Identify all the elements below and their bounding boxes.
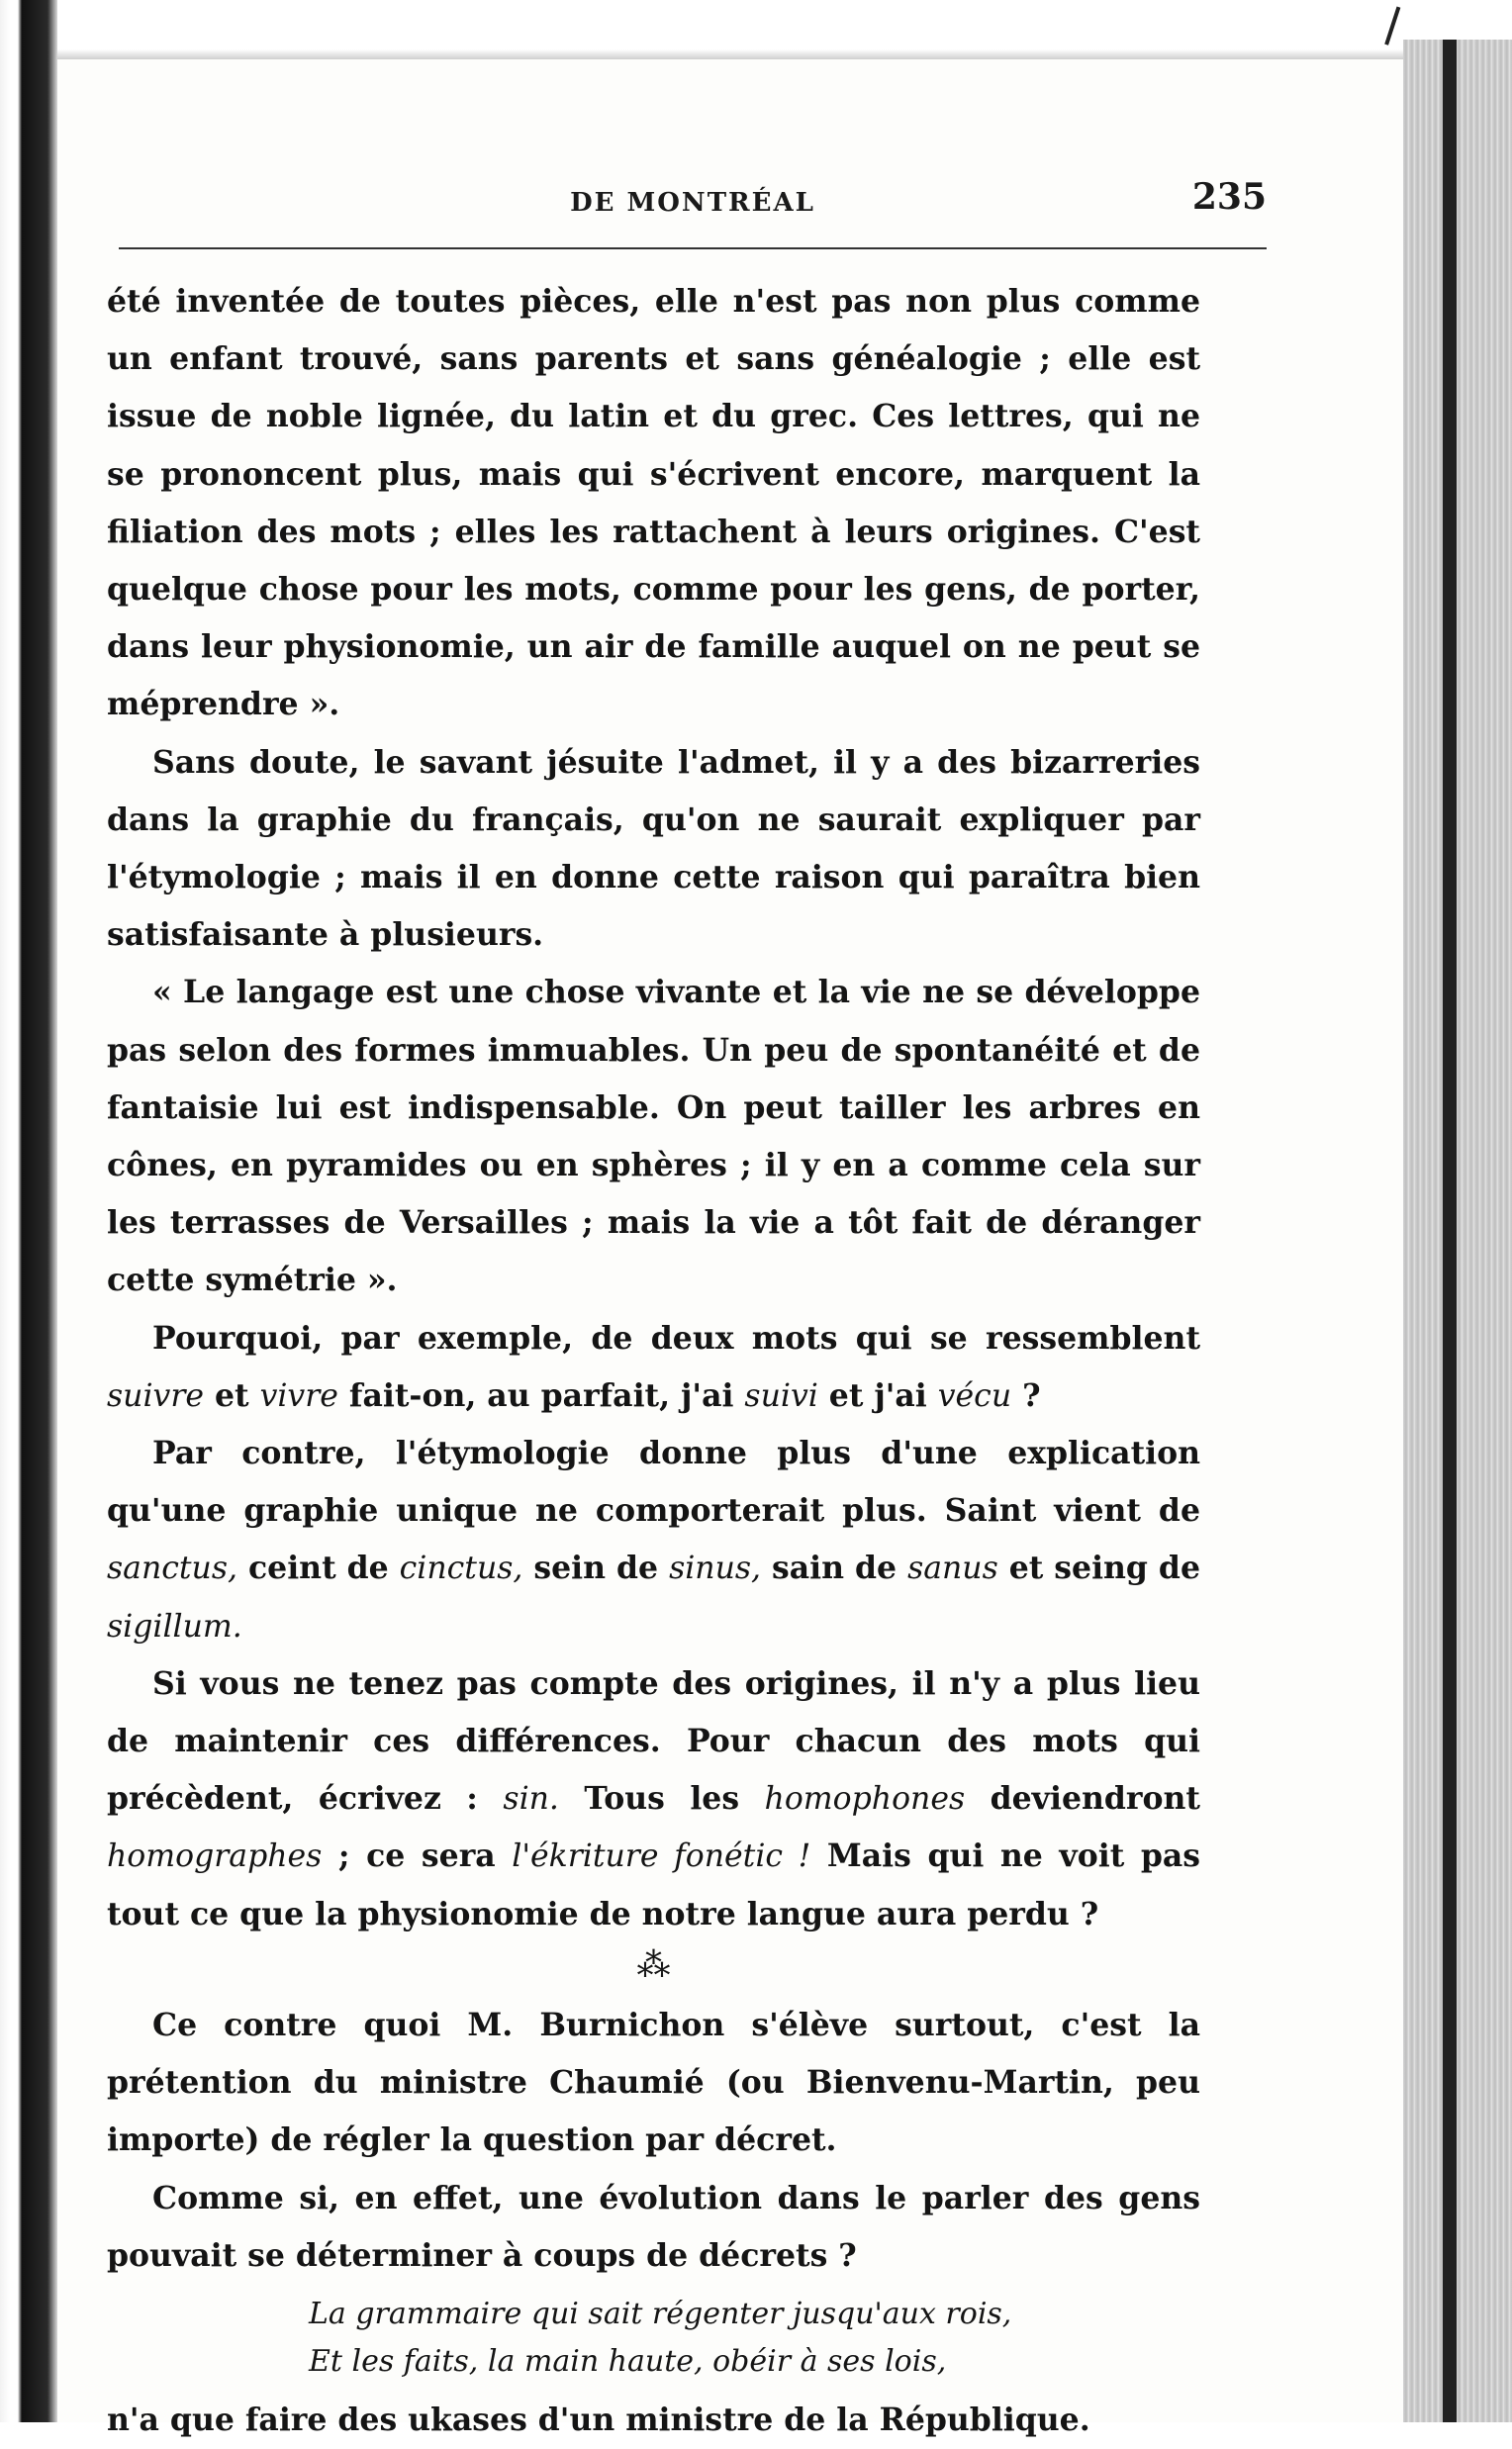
text-run: ; ce sera [322, 1837, 513, 1875]
paragraph-4 [107, 1310, 1200, 1425]
running-head [119, 176, 1267, 235]
text-run: fait-on, au parfait, j'ai [337, 1376, 745, 1414]
header-rule [119, 247, 1267, 249]
italic-word: cinctus, [399, 1551, 523, 1587]
paragraph-3: « Le langage est une chose vivante et la vie ne se développe pas selon des formes immuables. Un peu de spontanéité et de fantaisie lui est indispensable. On peut tailler les arbres en cônes, en pyramides ou en sphères ; il y en a comme cela sur les terrasses de Versailles ; mais la vie a tôt fait de déranger cette symétrie ». [107, 974, 1200, 1299]
italic-word: sanctus, [107, 1551, 237, 1587]
paragraph-6 [107, 1655, 1200, 1943]
paragraph-5 [107, 1425, 1200, 1655]
paragraph-8: Comme si, en effet, une évolution dans le parler des gens pouvait se déterminer à coups de décrets ? [107, 2179, 1200, 2274]
italic-word: sigillum. [107, 1608, 242, 1645]
text-run: Par contre, l'étymologie donne plus d'une explication qu'une graphie unique ne comporterait plus. Saint vient de [107, 1435, 1200, 1530]
scan-border-left [0, 0, 57, 2422]
italic-word: homophones [764, 1781, 966, 1818]
page-number: 235 [1191, 176, 1267, 218]
text-run: deviendront [965, 1780, 1200, 1818]
text-run: Tous les [558, 1780, 765, 1818]
text-run: sein de [522, 1550, 670, 1587]
paragraph-9: n'a que faire des ukases d'un ministre de la République. [107, 2401, 1090, 2438]
italic-word: sinus, [669, 1551, 762, 1587]
text-run: et [204, 1376, 260, 1414]
running-head-title: DE MONTRÉAL [570, 188, 815, 218]
verse-line-2: Et les faits, la main haute, obéir à ses lois, [309, 2343, 947, 2379]
verse-quotation [107, 2291, 1200, 2386]
body-text [107, 273, 1200, 2449]
paragraph-1: été inventée de toutes pièces, elle n'est pas non plus comme un enfant trouvé, sans parents et sans généalogie ; elle est issue de noble lignée, du latin et du grec. Ces lettres, qui ne se prononcent plus, mais qui s'écrivent encore, marquent la filiation des mots ; elles les rattachent à leurs origines. C'est quelque chose pour les mots, comme pour les gens, de porter, dans leur physionomie, un air de famille auquel on ne peut se méprendre ». [107, 283, 1200, 723]
italic-word: vivre [259, 1377, 338, 1414]
asterism-divider: ⁂ [636, 1944, 671, 1985]
paragraph-7: Ce contre quoi M. Burnichon s'élève surtout, c'est la prétention du ministre Chaumié (ou Bienvenu-Martin, peu importe) de régler la question par décret. [107, 2006, 1200, 2159]
italic-word: sin. [503, 1781, 559, 1818]
text-run: sain de [761, 1550, 908, 1587]
verse-line-1: La grammaire qui sait régenter jusqu'aux rois, [309, 2296, 1012, 2331]
text-run: ceint de [237, 1550, 400, 1587]
text-run: et j'ai [817, 1376, 938, 1414]
text-run: Si vous ne tenez pas compte des origines, il n'y a plus lieu de maintenir ces différences. Pour chacun des mots qui précèdent, écrivez : [107, 1664, 1200, 1818]
italic-word: sanus [907, 1551, 998, 1587]
text-run: Pourquoi, par exemple, de deux mots qui se ressemblent [152, 1319, 1200, 1357]
text-run: et seing de [997, 1550, 1200, 1587]
italic-word: l'ékriture fonétic ! [512, 1838, 811, 1875]
text-run: Mais qui ne voit pas tout ce que la physionomie de notre langue aura perdu ? [107, 1837, 1200, 1932]
italic-word: suivre [107, 1377, 205, 1414]
book-page-edges [1403, 40, 1512, 2422]
italic-word: vécu [937, 1377, 1012, 1414]
paragraph-2: Sans doute, le savant jésuite l'admet, il y a des bizarreries dans la graphie du français, qu'on ne saurait expliquer par l'étymologie ; mais il en donne cette raison qui paraîtra bien satisfaisante à plusieurs. [107, 743, 1200, 954]
book-spine-shadow [1443, 40, 1457, 2422]
italic-word: homographes [107, 1838, 323, 1875]
italic-word: suivi [744, 1377, 818, 1414]
scan-border-top [0, 0, 1512, 59]
text-run: ? [1011, 1376, 1041, 1414]
